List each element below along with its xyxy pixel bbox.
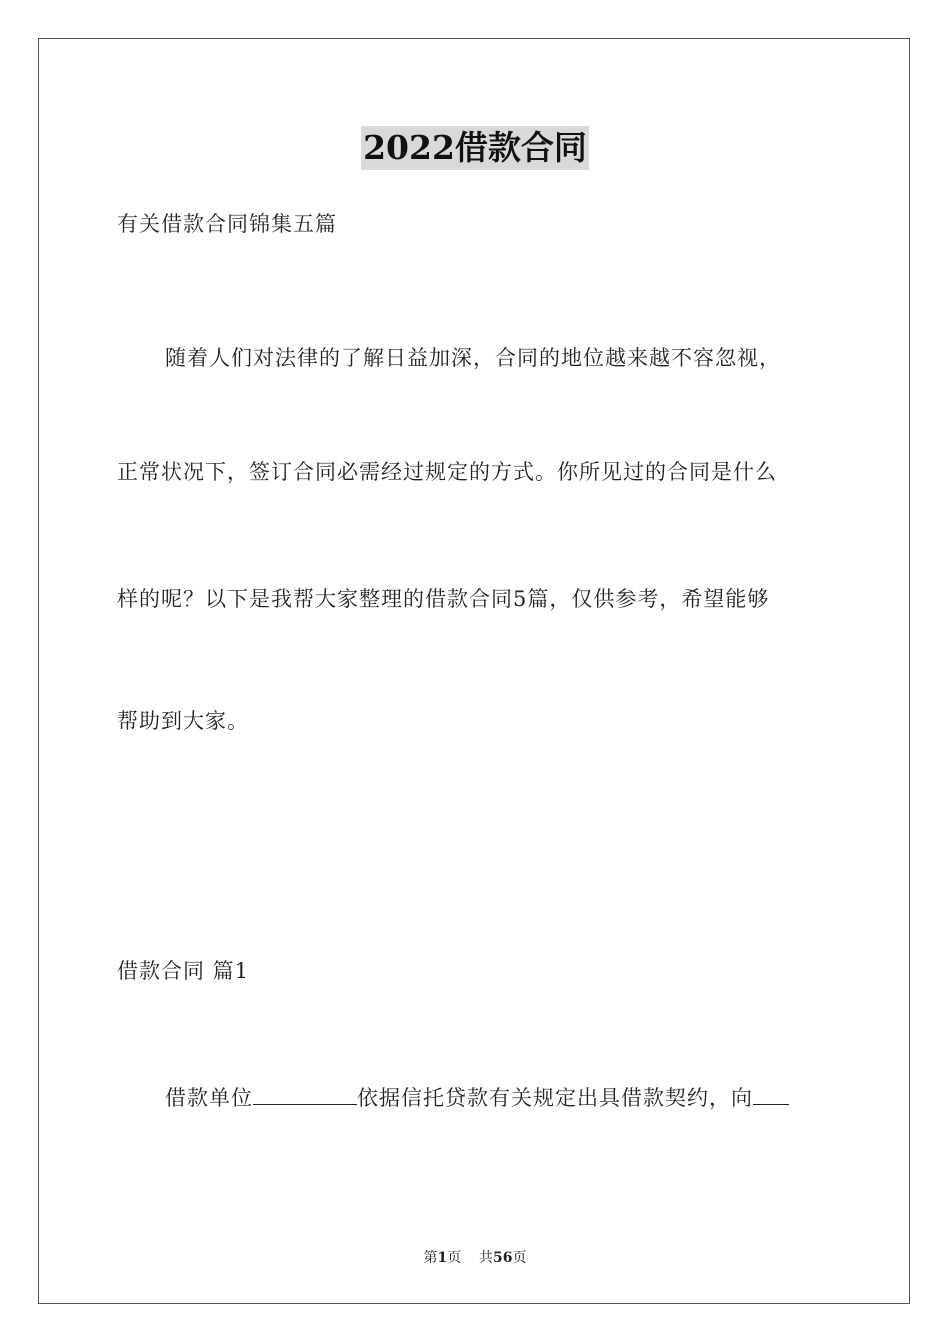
intro-line-2: 正常状况下，签订合同必需经过规定的方式。你所见过的合同是什么 bbox=[117, 460, 777, 484]
document-subtitle: 有关借款合同锦集五篇 bbox=[117, 212, 337, 236]
page-footer bbox=[0, 1248, 950, 1268]
clause-text-borrower: 借款单位 bbox=[165, 1086, 253, 1110]
footer-total-prefix: 共 bbox=[479, 1250, 494, 1266]
lender-blank bbox=[753, 1080, 789, 1105]
footer-page-prefix: 第 bbox=[423, 1250, 438, 1266]
document-title: 2022借款合同 bbox=[361, 126, 589, 170]
clause-line bbox=[165, 1080, 789, 1113]
intro-line-3: 样的呢？以下是我帮大家整理的借款合同5篇，仅供参考，希望能够 bbox=[117, 587, 770, 611]
clause-text-main: 依据信托贷款有关规定出具借款契约，向 bbox=[357, 1086, 753, 1110]
borrower-blank bbox=[253, 1080, 357, 1105]
footer-page-suffix: 页 bbox=[447, 1250, 462, 1266]
document-title-wrapper bbox=[0, 126, 950, 170]
section-heading: 借款合同 篇1 bbox=[117, 959, 250, 983]
footer-page-number: 1 bbox=[437, 1250, 448, 1266]
footer-total-pages: 56 bbox=[493, 1250, 513, 1266]
footer-total-suffix: 页 bbox=[512, 1250, 527, 1266]
intro-line-4: 帮助到大家。 bbox=[117, 709, 249, 733]
intro-line-1: 随着人们对法律的了解日益加深，合同的地位越来越不容忽视， bbox=[165, 346, 781, 370]
